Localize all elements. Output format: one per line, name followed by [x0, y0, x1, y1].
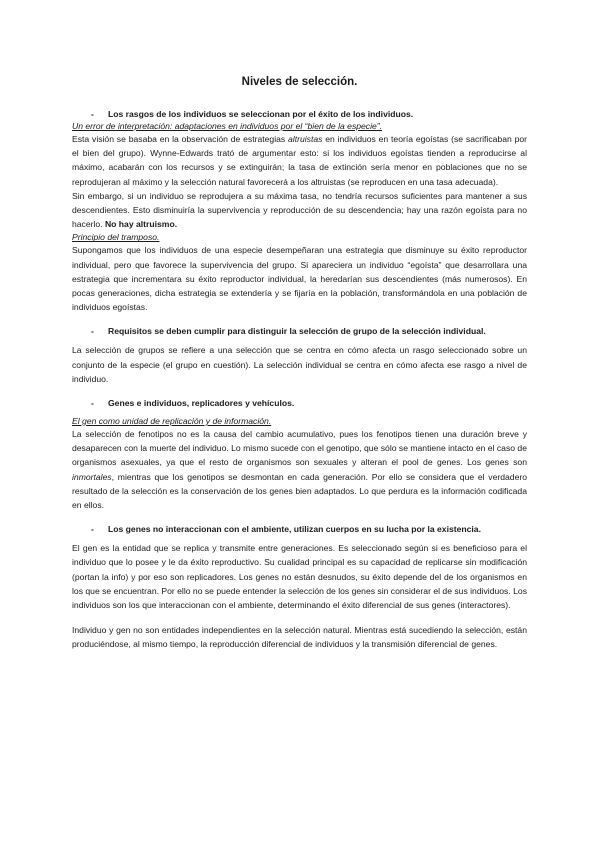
bullet-text: Los rasgos de los individuos se seleccionan por el éxito de los individuos. [108, 109, 414, 119]
italic-term: inmortales [72, 471, 112, 482]
paragraph: Supongamos que los individuos de una especie desempeñaran una estrategia que disminuye su éxito reproductor individual, pero que favorece la supervivencia del grupo. Si apareciera un individuo “egoísta” que desarrollara una estrategia que incrementara su éxito reproductor individual, la heredarían sus descendientes (más numerosos). En pocas generaciones, dicha estrategia se extendería y se fijaría en la población, transformándola en una población de individuos egoístas. [72, 245, 527, 313]
bullet-dash: - [91, 326, 94, 337]
text-run: en individuos en teoría egoístas (se sacrificaban por el bien del grupo). Wynne-Edwards trató de argumentar esto: si los individuos egoístas tienden a reproducirse al máximo, acabarán con los recursos y se extinguirán; la tasa de extinción sería menor en poblaciones que no se reprodujeran al máximo y la selección natural favorecerá a los altruistas (se reproducen en una tasa adecuada). [72, 134, 527, 187]
paragraph [72, 132, 527, 189]
bold-conclusion: No hay altruismo. [104, 219, 178, 230]
document-page [72, 76, 527, 652]
paragraph: La selección de grupos se refiere a una selección que se centra en cómo afecta un rasgo seleccionado sobre un conjunto de la especie (el grupo en cuestión). La selección individual se centra en cómo afecta ese rasgo a nivel de individuo. [72, 345, 527, 384]
paragraph: El gen es la entidad que se replica y transmite entre generaciones. Es seleccionado según si es beneficioso para el individuo que lo posee y le da éxito reproductivo. Su cualidad principal es su capacidad de replicarse sin modificación (portan la info) y por eso son replicadores. Los genes no están desnudos, su éxito depende del de los organismos en los que se encuentran. Por ello no se puede entender la selección de los genes sin considerar el de sus individuos. Los individuos son los que interaccionan con el ambiente, determinando el éxito diferencial de sus genes (interactores). [72, 543, 527, 611]
bullet-dash: - [91, 109, 94, 119]
bullet-heading-4 [72, 523, 527, 535]
subheading-gen-unidad: El gen como unidad de replicación y de información. [72, 416, 272, 427]
subheading-principio-tramposo: Principio del tramposo. [72, 232, 160, 243]
text-run: Esta visión se basaba en la observación de estrategias [72, 134, 289, 144]
paragraph [72, 427, 527, 512]
bullet-dash: - [91, 398, 94, 409]
subheading-error-interpretacion: Un error de interpretación: adaptaciones en individuos por el “bien de la especie”. [72, 121, 383, 131]
page-title: Niveles de selección. [241, 76, 358, 88]
text-run: La selección de fenotipos no es la causa del cambio acumulativo, pues los fenotipos tienen una duración breve y desaparecen con la muerte del individuo. Lo mismo sucede con el genotipo, que sólo se mantiene intacto en el caso de organismos asexuales, ya que el resto de organismos son sexuales y alteran el pool de genes. Los genes son [72, 429, 527, 468]
bullet-text: Los genes no interaccionan con el ambiente, utilizan cuerpos en su lucha por la existencia. [108, 524, 481, 535]
bullet-heading-1 [72, 108, 527, 120]
paragraph: Individuo y gen no son entidades independientes en la selección natural. Mientras está sucediendo la selección, están produciéndose, al mismo tiempo, la reproducción diferencial de individuos y la transmisión diferencial de genes. [72, 625, 527, 650]
bullet-text: Genes e individuos, replicadores y vehículos. [108, 398, 295, 409]
bullet-heading-3 [72, 397, 527, 409]
bullet-dash: - [91, 524, 94, 535]
paragraph [72, 189, 527, 232]
text-run: , mientras que los genotipos se desmontan en cada generación. Por ello se considera que el verdadero resultado de la selección es la conservación de los genes bien adaptados. Lo que perdura es la información codificada en ellos. [72, 471, 527, 511]
bullet-text: Requisitos se deben cumplir para distinguir la selección de grupo de la selección individual. [108, 326, 486, 337]
text-run: Sin embargo, si un individuo se reprodujera a su máxima tasa, no tendría recursos suficientes para mantener a sus descendientes. Esto disminuiría la supervivencia y reproducción de su descendencia; hay una razón egoísta para no hacerlo. [72, 190, 527, 230]
bullet-heading-2 [72, 325, 527, 337]
italic-term: altruistas [288, 134, 323, 144]
